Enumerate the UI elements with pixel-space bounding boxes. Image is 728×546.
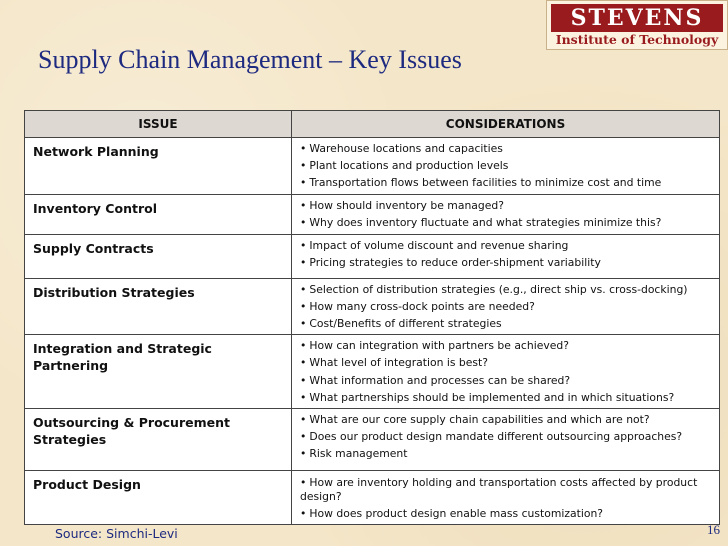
bullet-icon: • [300, 390, 307, 404]
bullet-icon: • [300, 413, 307, 427]
key-issues-table [24, 110, 720, 525]
bullet-icon: • [300, 282, 307, 296]
logo-name: STEVENS [551, 4, 723, 32]
issue-cell: Integration and Strategic Partnering [25, 335, 292, 409]
consideration-text: How are inventory holding and transportation costs affected by product design? [300, 476, 698, 504]
bullet-icon: • [300, 476, 307, 490]
consideration-text: How should inventory be managed? [309, 198, 504, 212]
consideration-item [300, 428, 713, 445]
consideration-item [300, 214, 713, 231]
consideration-item [300, 505, 713, 522]
consideration-text: What partnerships should be implemented and in which situations? [309, 390, 675, 404]
consideration-item [300, 445, 713, 462]
consideration-item [300, 254, 713, 271]
consideration-item [300, 389, 713, 406]
logo-subtitle: Institute of Technology [555, 32, 719, 47]
stevens-logo [546, 0, 728, 50]
consideration-text: What information and processes can be shared? [309, 373, 571, 387]
consideration-text: What level of integration is best? [309, 356, 489, 370]
bullet-icon: • [300, 176, 307, 190]
considerations-cell [292, 278, 720, 335]
bullet-icon: • [300, 238, 307, 252]
consideration-item [300, 372, 713, 389]
consideration-item [300, 354, 713, 371]
table-row [25, 234, 720, 278]
consideration-item [300, 411, 713, 428]
bullet-icon: • [300, 507, 307, 521]
consideration-text: Cost/Benefits of different strategies [309, 317, 502, 331]
considerations-cell [292, 409, 720, 471]
consideration-item [300, 315, 713, 332]
considerations-cell [292, 138, 720, 195]
considerations-cell [292, 194, 720, 234]
page-number: 16 [707, 522, 720, 537]
bullet-icon: • [300, 317, 307, 331]
table-body [25, 138, 720, 525]
considerations-cell [292, 471, 720, 525]
consideration-text: What are our core supply chain capabilities and which are not? [309, 413, 650, 427]
bullet-icon: • [300, 339, 307, 353]
table-row [25, 278, 720, 335]
considerations-cell [292, 234, 720, 278]
bullet-icon: • [300, 198, 307, 212]
considerations-cell [292, 335, 720, 409]
consideration-item [300, 237, 713, 254]
consideration-text: Selection of distribution strategies (e.g., direct ship vs. cross-docking) [309, 282, 688, 296]
source-citation: Source: Simchi-Levi [55, 526, 178, 541]
consideration-text: Risk management [309, 447, 408, 461]
consideration-text: Does our product design mandate different outsourcing approaches? [309, 430, 683, 444]
table-row [25, 194, 720, 234]
consideration-item [300, 140, 713, 157]
page-title: Supply Chain Management – Key Issues [38, 45, 462, 74]
consideration-text: Transportation flows between facilities to minimize cost and time [309, 176, 662, 190]
issue-cell: Network Planning [25, 138, 292, 195]
issue-cell: Distribution Strategies [25, 278, 292, 335]
consideration-item [300, 197, 713, 214]
consideration-item [300, 476, 713, 504]
consideration-text: Pricing strategies to reduce order-shipment variability [309, 255, 601, 269]
table-row [25, 409, 720, 471]
bullet-icon: • [300, 447, 307, 461]
consideration-text: How does product design enable mass customization? [309, 507, 604, 521]
bullet-icon: • [300, 255, 307, 269]
bullet-icon: • [300, 356, 307, 370]
consideration-item [300, 298, 713, 315]
bullet-icon: • [300, 299, 307, 313]
issue-cell: Outsourcing & Procurement Strategies [25, 409, 292, 471]
bullet-icon: • [300, 373, 307, 387]
issue-cell: Inventory Control [25, 194, 292, 234]
table-row [25, 471, 720, 525]
table-row [25, 138, 720, 195]
issue-column-header: ISSUE [25, 111, 292, 138]
issue-cell: Product Design [25, 471, 292, 525]
considerations-column-header: CONSIDERATIONS [292, 111, 720, 138]
consideration-text: Impact of volume discount and revenue sharing [309, 238, 569, 252]
consideration-text: Why does inventory fluctuate and what strategies minimize this? [309, 215, 662, 229]
consideration-text: How can integration with partners be achieved? [309, 339, 569, 353]
bullet-icon: • [300, 215, 307, 229]
consideration-item [300, 281, 713, 298]
table-header-row [25, 111, 720, 138]
consideration-text: How many cross-dock points are needed? [309, 299, 535, 313]
consideration-text: Warehouse locations and capacities [309, 142, 503, 155]
bullet-icon: • [300, 159, 307, 173]
bullet-icon: • [300, 430, 307, 444]
bullet-icon: • [300, 142, 307, 155]
consideration-item [300, 174, 713, 191]
issue-cell: Supply Contracts [25, 234, 292, 278]
table-row [25, 335, 720, 409]
consideration-item [300, 157, 713, 174]
consideration-item [300, 337, 713, 354]
consideration-text: Plant locations and production levels [309, 159, 509, 173]
